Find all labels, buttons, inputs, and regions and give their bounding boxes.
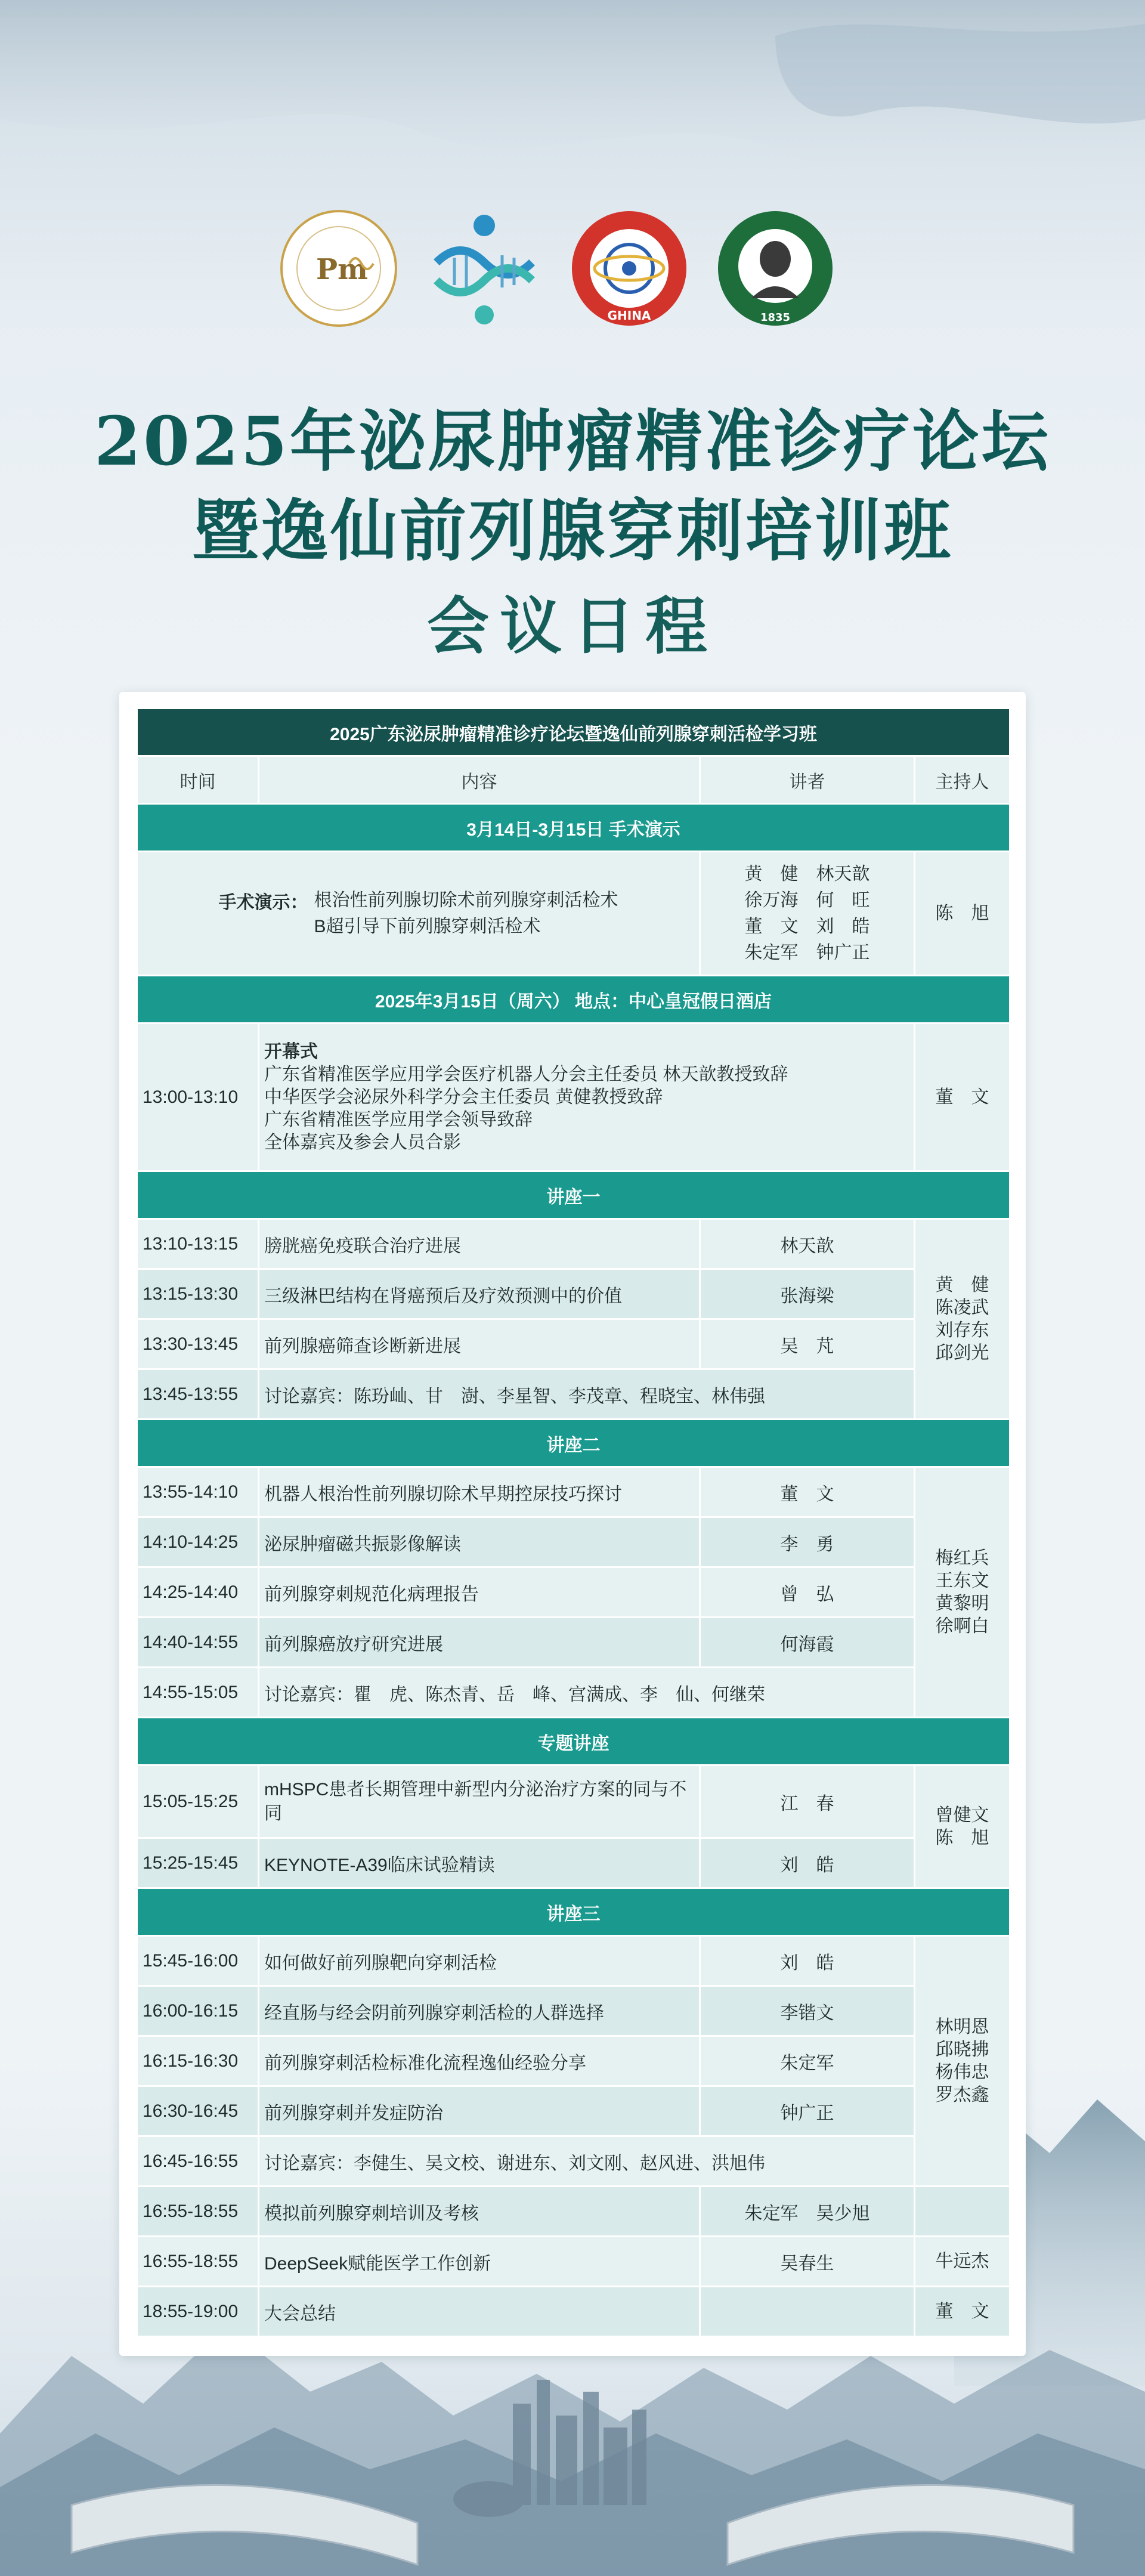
- row-time: 16:15-16:30: [137, 2036, 259, 2086]
- table-row: [137, 1618, 1010, 1668]
- table-row: [137, 2086, 1010, 2136]
- table-heading: 2025广东泌尿肿瘤精准诊疗论坛暨逸仙前列腺穿刺活检学习班: [137, 709, 1010, 756]
- row-content: mHSPC患者长期管理中新型内分泌治疗方案的同与不同: [259, 1765, 700, 1838]
- lecture3-host: 林明恩 邱晓拂 杨伟忠 罗杰鑫: [915, 1936, 1010, 2187]
- row-speaker: 曾 弘: [700, 1567, 915, 1618]
- row-time: 15:05-15:25: [137, 1765, 259, 1838]
- demo-speakers: 黄 健 林天歆 徐万海 何 旺 董 文 刘 皓 朱定军 钟广正: [700, 852, 915, 976]
- row-speaker: 林天歆: [700, 1219, 915, 1269]
- table-heading-row: [137, 709, 1010, 756]
- row-time: 18:55-19:00: [137, 2287, 259, 2337]
- table-row: [137, 1765, 1010, 1838]
- row-content: 大会总结: [259, 2287, 700, 2337]
- section-lecture1: [137, 1171, 1010, 1219]
- section-title: 讲座三: [137, 1888, 1010, 1936]
- page-title-line1: 2025年泌尿肿瘤精准诊疗论坛: [94, 403, 1051, 481]
- section-title: 3月14日-3月15日 手术演示: [137, 804, 1010, 852]
- row-speaker: [700, 2287, 915, 2337]
- col-host-header: 主持人: [915, 756, 1010, 804]
- row-speaker: 吴春生: [700, 2237, 915, 2287]
- opening-line: 广东省精准医学应用学会领导致辞: [264, 1109, 533, 1130]
- demo-host: 陈 旭: [915, 852, 1010, 976]
- schedule-table: [136, 707, 1011, 2337]
- section-title: 2025年3月15日（周六） 地点：中心皇冠假日酒店: [137, 976, 1010, 1023]
- row-time: 13:45-13:55: [137, 1369, 259, 1420]
- lecture2-host: 梅红兵 王东文 黄黎明 徐啊白: [915, 1467, 1010, 1718]
- row-speaker: 张海梁: [700, 1269, 915, 1319]
- row-time: 15:45-16:00: [137, 1936, 259, 1986]
- svg-text:1835: 1835: [760, 311, 791, 324]
- logo-row: [0, 209, 1145, 334]
- table-row: [137, 1986, 1010, 2036]
- row-content: 前列腺癌筛查诊断新进展: [259, 1319, 700, 1369]
- table-row: [137, 1319, 1010, 1369]
- row-speaker: 何海霞: [700, 1618, 915, 1668]
- row-time: 14:25-14:40: [137, 1567, 259, 1618]
- row-time: 13:00-13:10: [137, 1023, 259, 1171]
- row-content: 三级淋巴结构在肾癌预后及疗效预测中的价值: [259, 1269, 700, 1319]
- table-row: [137, 1269, 1010, 1319]
- row-discussion: 讨论嘉宾：陈玢屾、甘 澍、李星智、李茂章、程晓宝、林伟强: [259, 1369, 915, 1420]
- row-speaker: 刘 皓: [700, 1838, 915, 1888]
- row-time: 14:40-14:55: [137, 1618, 259, 1668]
- demo-item: B超引导下前列腺穿刺活检术: [314, 916, 541, 936]
- table-row: [137, 1668, 1010, 1718]
- section-title: 讲座一: [137, 1171, 1010, 1219]
- top-cloud: [775, 24, 1145, 123]
- table-row: [137, 1936, 1010, 1986]
- row-time: 16:00-16:15: [137, 1986, 259, 2036]
- precision-medicine-association-logo: [279, 209, 398, 328]
- row-discussion: 讨论嘉宾：瞿 虎、陈杰青、岳 峰、宫满成、李 仙、何继荣: [259, 1668, 915, 1718]
- row-content: 机器人根治性前列腺切除术早期控尿技巧探讨: [259, 1467, 700, 1517]
- table-row: [137, 2136, 1010, 2187]
- row-time: 13:15-13:30: [137, 1269, 259, 1319]
- row-content: 前列腺癌放疗研究进展: [259, 1618, 700, 1668]
- row-speaker: 刘 皓: [700, 1936, 915, 1986]
- row-time: 13:30-13:45: [137, 1319, 259, 1369]
- lecture1-host: 黄 健 陈凌武 刘存东 邱剑光: [915, 1219, 1010, 1420]
- row-content: 泌尿肿瘤磁共振影像解读: [259, 1517, 700, 1567]
- row-time: 16:55-18:55: [137, 2237, 259, 2287]
- svg-text:Pm: Pm: [316, 253, 368, 286]
- section-demo: [137, 804, 1010, 852]
- row-content: KEYNOTE-A39临床试验精读: [259, 1838, 700, 1888]
- row-content: 经直肠与经会阴前列腺穿刺活检的人群选择: [259, 1986, 700, 2036]
- row-speaker: 李锴文: [700, 1986, 915, 2036]
- section-opening-date: [137, 976, 1010, 1023]
- column-header-row: [137, 756, 1010, 804]
- row-host: 董 文: [915, 1023, 1010, 1171]
- col-speaker-header: 讲者: [700, 756, 915, 804]
- row-host: 董 文: [915, 2287, 1010, 2337]
- row-time: 16:55-18:55: [137, 2187, 259, 2237]
- row-time: 13:55-14:10: [137, 1467, 259, 1517]
- col-time-header: 时间: [137, 756, 259, 804]
- page-subtitle: 会议日程: [426, 589, 718, 663]
- table-row: [137, 1517, 1010, 1567]
- demo-content: [137, 852, 700, 976]
- demo-label: 手术演示：: [218, 892, 308, 913]
- section-lecture2: [137, 1420, 1010, 1467]
- demo-item: 根治性前列腺切除术前列腺穿刺活检术: [314, 890, 618, 910]
- row-speaker: 吴 芃: [700, 1319, 915, 1369]
- opening-line: 广东省精准医学应用学会医疗机器人分会主任委员 林天歆教授致辞: [264, 1064, 788, 1084]
- opening-line: 全体嘉宾及参会人员合影: [264, 1132, 461, 1152]
- row-speaker: 董 文: [700, 1467, 915, 1517]
- row-host: 牛远杰: [915, 2237, 1010, 2287]
- table-row: [137, 2187, 1010, 2237]
- table-row: [137, 1567, 1010, 1618]
- row-content: 前列腺穿刺活检标准化流程逸仙经验分享: [259, 2036, 700, 2086]
- table-row: [137, 1838, 1010, 1888]
- row-speaker: 朱定军: [700, 2036, 915, 2086]
- table-row: [137, 2036, 1010, 2086]
- row-speaker: 李 勇: [700, 1517, 915, 1567]
- row-content: 前列腺穿刺规范化病理报告: [259, 1567, 700, 1618]
- row-speaker: 钟广正: [700, 2086, 915, 2136]
- row-time: 13:10-13:15: [137, 1219, 259, 1269]
- section-title: 讲座二: [137, 1420, 1010, 1467]
- row-content: 模拟前列腺穿刺培训及考核: [259, 2187, 700, 2237]
- table-row: [137, 1023, 1010, 1171]
- table-row: [137, 852, 1010, 976]
- row-host: [915, 2187, 1010, 2237]
- svg-text:GHINA: GHINA: [607, 308, 651, 323]
- row-discussion: 讨论嘉宾：李健生、吴文校、谢进东、刘文刚、赵风进、洪旭伟: [259, 2136, 915, 2187]
- table-row: [137, 2287, 1010, 2337]
- row-speaker: 朱定军 吴少旭: [700, 2187, 915, 2237]
- row-content: 前列腺穿刺并发症防治: [259, 2086, 700, 2136]
- row-speaker: 江 春: [700, 1765, 915, 1838]
- opening-line: 中华医学会泌尿外科学分会主任委员 黄健教授致辞: [264, 1087, 663, 1107]
- special-host: 曾健文 陈 旭: [915, 1765, 1010, 1888]
- row-time: 14:55-15:05: [137, 1668, 259, 1718]
- sun-yat-sen-hospital-logo: [716, 209, 835, 328]
- opening-content: [259, 1023, 915, 1171]
- row-time: 14:10-14:25: [137, 1517, 259, 1567]
- section-lecture3: [137, 1888, 1010, 1936]
- section-special: [137, 1718, 1010, 1765]
- table-row: [137, 2237, 1010, 2287]
- opening-title: 开幕式: [264, 1041, 318, 1062]
- row-time: 16:30-16:45: [137, 2086, 259, 2136]
- row-content: 膀胱癌免疫联合治疗进展: [259, 1219, 700, 1269]
- col-content-header: 内容: [259, 756, 700, 804]
- table-row: [137, 1467, 1010, 1517]
- section-title: 专题讲座: [137, 1718, 1010, 1765]
- page-title-line2: 暨逸仙前列腺穿刺培训班: [192, 492, 953, 570]
- table-row: [137, 1219, 1010, 1269]
- row-time: 15:25-15:45: [137, 1838, 259, 1888]
- guangdong-health-info-association-logo: [570, 209, 689, 328]
- row-time: 16:45-16:55: [137, 2136, 259, 2187]
- row-content: 如何做好前列腺靶向穿刺活检: [259, 1936, 700, 1986]
- dna-helix-logo: [425, 209, 544, 328]
- table-row: [137, 1369, 1010, 1420]
- row-content: DeepSeek赋能医学工作创新: [259, 2237, 700, 2287]
